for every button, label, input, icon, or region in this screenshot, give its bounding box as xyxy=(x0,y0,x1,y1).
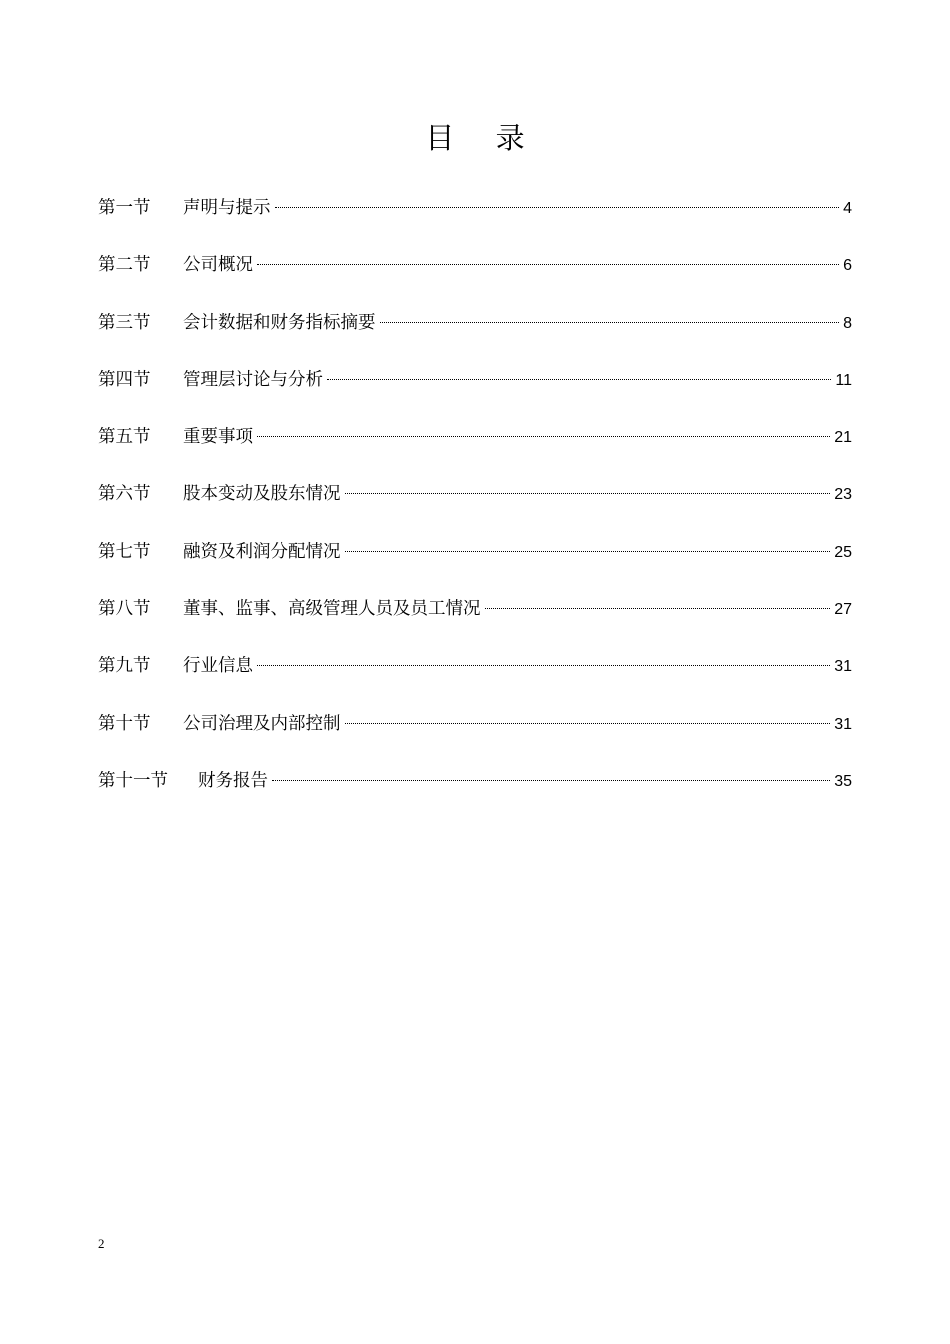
dot-leader xyxy=(275,207,840,208)
table-of-contents xyxy=(98,188,852,818)
toc-entry[interactable] xyxy=(98,532,852,589)
toc-page-number: 35 xyxy=(834,772,852,790)
toc-section-title: 融资及利润分配情况 xyxy=(183,541,341,562)
toc-entry[interactable] xyxy=(98,646,852,703)
dot-leader xyxy=(345,723,831,724)
page-number: 2 xyxy=(98,1236,105,1251)
toc-section-title: 重要事项 xyxy=(183,427,253,448)
toc-section-title: 董事、监事、高级管理人员及员工情况 xyxy=(183,599,481,620)
toc-page-number: 31 xyxy=(834,715,852,733)
dot-leader xyxy=(485,608,831,609)
toc-section-title: 行业信息 xyxy=(183,656,253,677)
toc-entry[interactable] xyxy=(98,474,852,531)
toc-section-title: 公司概况 xyxy=(183,255,253,276)
toc-page-number: 25 xyxy=(834,543,852,561)
toc-entry[interactable] xyxy=(98,360,852,417)
toc-section-number: 第九节 xyxy=(98,656,151,677)
dot-leader xyxy=(327,379,831,380)
toc-entry[interactable] xyxy=(98,303,852,360)
toc-entry[interactable] xyxy=(98,417,852,474)
dot-leader xyxy=(272,780,830,781)
dot-leader xyxy=(257,436,830,437)
toc-entry[interactable] xyxy=(98,589,852,646)
toc-section-number: 第六节 xyxy=(98,484,151,505)
toc-section-title: 财务报告 xyxy=(198,770,268,791)
toc-section-number: 第七节 xyxy=(98,541,151,562)
toc-page-number: 8 xyxy=(843,314,852,332)
toc-section-title: 会计数据和财务指标摘要 xyxy=(183,312,376,333)
dot-leader xyxy=(257,264,839,265)
toc-section-number: 第八节 xyxy=(98,599,151,620)
toc-section-number: 第十一节 xyxy=(98,770,168,791)
dot-leader xyxy=(380,322,840,323)
toc-page-number: 4 xyxy=(843,200,852,217)
toc-section-title: 公司治理及内部控制 xyxy=(183,713,341,734)
toc-page-number: 31 xyxy=(834,658,852,676)
toc-section-number: 第四节 xyxy=(98,369,151,390)
toc-section-number: 第三节 xyxy=(98,312,151,333)
toc-section-number: 第一节 xyxy=(98,198,151,218)
page-title: 目 录 xyxy=(425,121,541,155)
toc-section-number: 第十节 xyxy=(98,713,151,734)
toc-page-number: 11 xyxy=(835,371,852,389)
toc-entry[interactable] xyxy=(98,704,852,761)
toc-page-number: 6 xyxy=(843,257,852,275)
toc-page-number: 23 xyxy=(834,486,852,504)
toc-section-title: 管理层讨论与分析 xyxy=(183,369,323,390)
toc-section-number: 第二节 xyxy=(98,255,151,276)
dot-leader xyxy=(257,665,830,666)
toc-section-title: 股本变动及股东情况 xyxy=(183,484,341,505)
toc-page-number: 27 xyxy=(834,601,852,619)
dot-leader xyxy=(345,551,831,552)
toc-section-title: 声明与提示 xyxy=(183,198,271,218)
dot-leader xyxy=(345,493,831,494)
toc-section-number: 第五节 xyxy=(98,427,151,448)
toc-entry[interactable] xyxy=(98,761,852,818)
toc-entry[interactable] xyxy=(98,188,852,245)
toc-entry[interactable] xyxy=(98,245,852,302)
toc-page-number: 21 xyxy=(834,429,852,447)
